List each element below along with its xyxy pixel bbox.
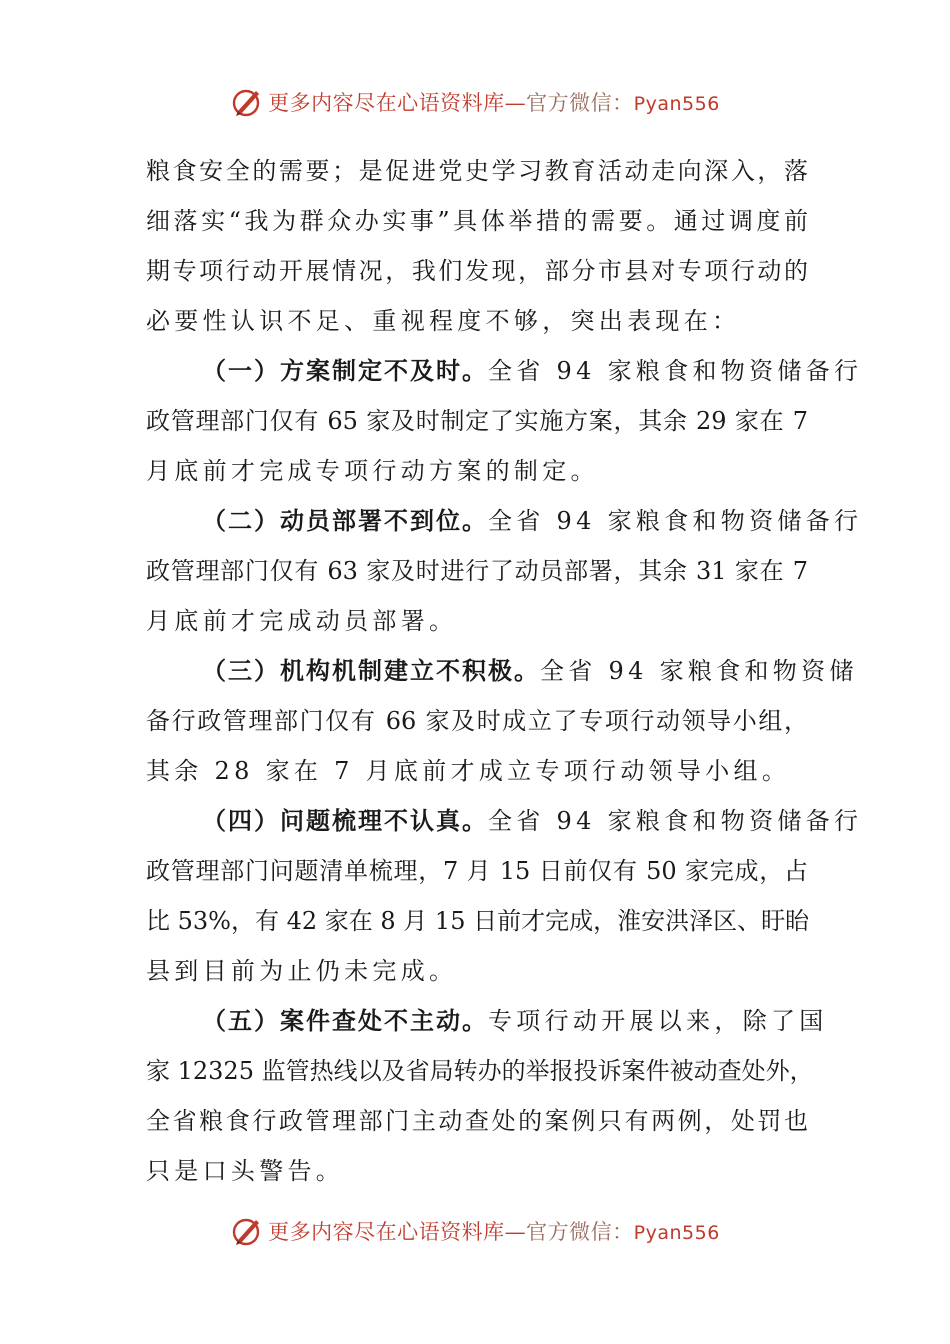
- text-line: 家 12325 监管热线以及省局转办的举报投诉案件被动查处外，: [146, 1057, 814, 1085]
- text-line: 月底前才完成动员部署。: [146, 607, 458, 635]
- text-line: 必要性认识不足、重视程度不够，突出表现在：: [146, 307, 741, 335]
- text-line: 月底前才完成专项行动方案的制定。: [146, 457, 599, 485]
- text-line: 细落实“我为群众办实事”具体举措的需要。通过调度前: [146, 207, 808, 235]
- paragraph-first-line: （二）动员部署不到位。全省 94 家粮食和物资储备行: [202, 507, 863, 535]
- banner-text: 更多内容尽在心语资料库—官方微信：Pyan556: [268, 91, 720, 115]
- text-line: 政管理部门问题清单梳理，7 月 15 日前仅有 50 家完成，占: [146, 857, 808, 885]
- text-line: 粮食安全的需要；是促进党史学习教育活动走向深入，落: [146, 157, 808, 185]
- section-heading: （二）动员部署不到位。: [202, 507, 488, 535]
- text-line: 政管理部门仅有 65 家及时制定了实施方案，其余 29 家在 7: [146, 407, 808, 435]
- paragraph-first-line: （四）问题梳理不认真。全省 94 家粮食和物资储备行: [202, 807, 863, 835]
- text-line: 期专项行动开展情况，我们发现，部分市县对专项行动的: [146, 257, 808, 285]
- section-heading: （四）问题梳理不认真。: [202, 807, 488, 835]
- section-heading: （五）案件查处不主动。: [202, 1007, 488, 1035]
- text-line: 县到目前为止仍未完成。: [146, 957, 458, 985]
- text-line: 政管理部门仅有 63 家及时进行了动员部署，其余 31 家在 7: [146, 557, 808, 585]
- pen-logo-icon: [230, 1214, 264, 1248]
- banner-text: 更多内容尽在心语资料库—官方微信：Pyan556: [268, 1220, 720, 1244]
- header-banner: [0, 82, 950, 122]
- document-body: [146, 146, 863, 1196]
- pen-logo-icon: [230, 85, 264, 119]
- footer-banner: [0, 1211, 950, 1251]
- section-heading: （三）机构机制建立不积极。: [202, 657, 540, 685]
- text-line: 全省粮食行政管理部门主动查处的案例只有两例，处罚也: [146, 1107, 808, 1135]
- text-line: 备行政管理部门仅有 66 家及时成立了专项行动领导小组，: [146, 707, 808, 735]
- text-line: 其余 28 家在 7 月底前才成立专项行动领导小组。: [146, 757, 791, 785]
- text-line: 只是口头警告。: [146, 1157, 345, 1185]
- section-heading: （一）方案制定不及时。: [202, 357, 488, 385]
- paragraph-first-line: （一）方案制定不及时。全省 94 家粮食和物资储备行: [202, 357, 863, 385]
- paragraph-first-line: （三）机构机制建立不积极。全省 94 家粮食和物资储: [202, 657, 858, 685]
- text-line: 比 53%，有 42 家在 8 月 15 日前才完成，淮安洪泽区、盱眙: [146, 907, 810, 935]
- paragraph-first-line: （五）案件查处不主动。专项行动开展以来，除了国: [202, 1007, 828, 1035]
